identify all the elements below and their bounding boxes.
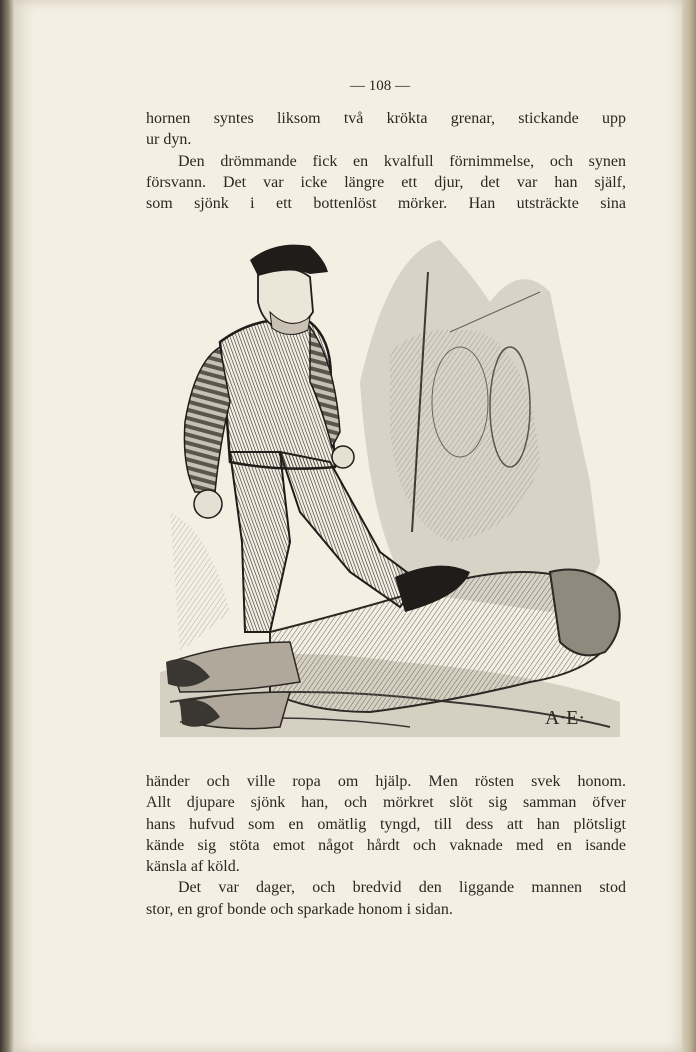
body-text-top (146, 108, 626, 214)
illustration-farmer-kicking-man (150, 232, 630, 752)
body-text-top-line: hornen syntes liksom två krökta grenar, stickande upp (146, 110, 626, 127)
body-text-bottom-line: hans hufvud som en omätlig tyngd, till dess att han plötsligt (146, 815, 626, 833)
body-text-bottom-line: känsla af köld. (146, 858, 240, 876)
body-text-bottom-line: kände sig stöta emot något hårdt och vaknade med en isande (146, 836, 626, 854)
body-text-top-line: som sjönk i ett bottenlöst mörker. Han utsträckte sina (146, 195, 626, 213)
body-text-bottom-line: Det var dager, och bredvid den liggande mannen stod (178, 879, 626, 897)
page-number: — 108 — (350, 78, 410, 94)
body-text-bottom (146, 771, 626, 920)
book-gutter-edge (0, 0, 14, 1052)
body-text-top-line: Den drömmande fick en kvalfull förnimmelse, och synen (178, 152, 626, 170)
body-text-top-line: ur dyn. (146, 131, 192, 149)
illustrator-signature: A·E· (545, 707, 585, 729)
body-text-bottom-line: händer och ville ropa om hjälp. Men rösten svek honom. (146, 773, 626, 790)
body-text-bottom-line: Allt djupare sjönk han, och mörkret slöt sig samman öfver (146, 794, 626, 812)
body-text-bottom-line: stor, en grof bonde och sparkade honom i sidan. (146, 900, 453, 918)
body-text-top-line: försvann. Det var icke längre ett djur, det var han själf, (146, 173, 626, 191)
page-edge-stack (682, 0, 696, 1052)
